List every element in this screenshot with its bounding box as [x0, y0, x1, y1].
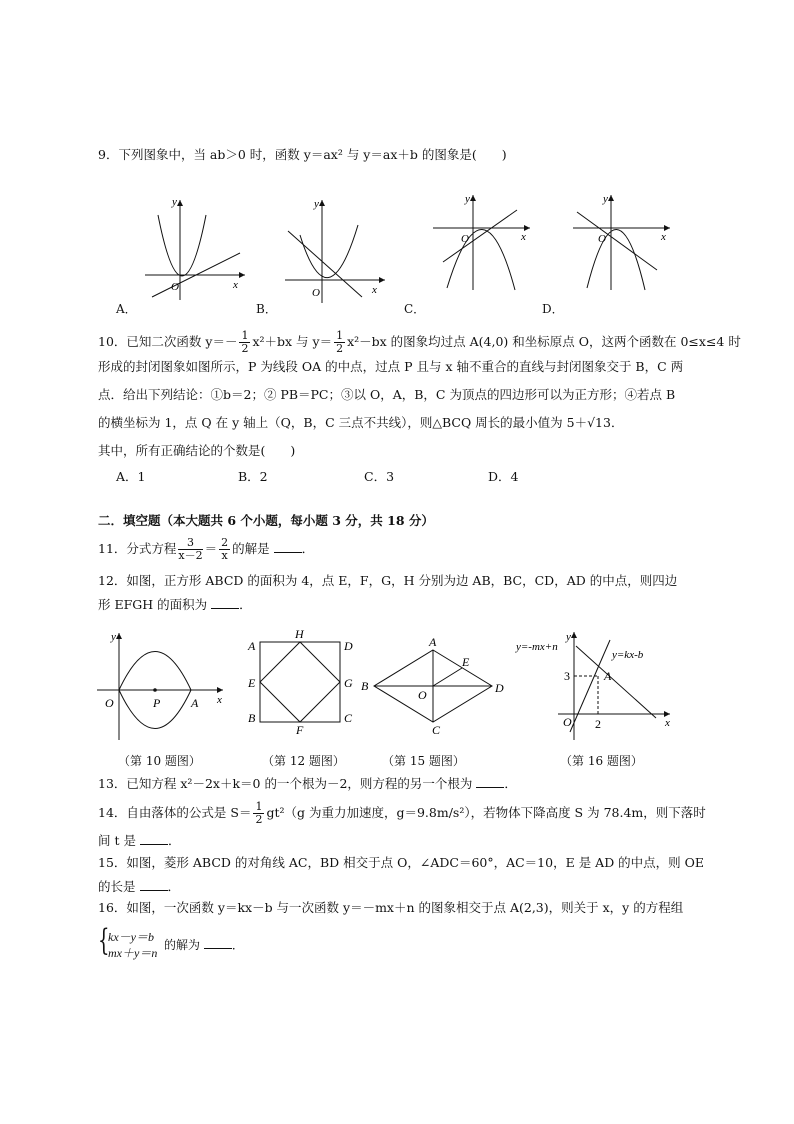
q9c-x: x: [521, 231, 526, 243]
fig10-x: x: [217, 694, 222, 706]
q9-stem: 9．下列图象中，当 ab＞0 时，函数 y＝ax² 与 y＝ax＋b 的图象是( ): [98, 147, 507, 162]
fig16-caption: （第 16 题图）: [560, 754, 643, 768]
fig16-2: 2: [595, 717, 601, 731]
fig15-a: A: [429, 635, 437, 649]
fig16-x: x: [665, 717, 670, 729]
q16-brace: {: [98, 923, 110, 958]
fig16-l1: y=-mx+n: [516, 641, 558, 653]
q9b-o: O: [312, 287, 320, 299]
q16-tail-wrap: [164, 936, 244, 953]
q14-end: ．: [167, 833, 181, 848]
q14-line2: [98, 832, 180, 850]
fig12-b: B: [248, 711, 256, 725]
q16-tail: 的解为: [164, 938, 201, 952]
q11-frac1: [178, 537, 202, 562]
q10-frac2-d: 2: [336, 342, 344, 355]
section2-title: 二．填空题（本大题共 6 个小题，每小题 3 分，共 18 分）: [98, 513, 434, 528]
q9a-x: x: [233, 279, 238, 291]
q15-line1: 15．如图，菱形 ABCD 的对角线 AC，BD 相交于点 O，∠ADC＝60°，AC＝10，E 是 AD 的中点，则 OE: [98, 855, 705, 870]
q9-option-b: B．: [256, 302, 277, 316]
fig16-y: y: [566, 631, 571, 643]
q9-graph-c: [425, 190, 540, 300]
q10-frac2-n: 1: [336, 329, 344, 342]
fig10-o: O: [105, 696, 114, 710]
q10-frac2: [334, 330, 345, 355]
fig15-b: B: [361, 679, 369, 693]
q12-end: ．: [239, 597, 252, 612]
q11-frac2-d: x: [221, 549, 228, 562]
fig15-o: O: [418, 688, 427, 702]
q9d-x: x: [661, 231, 666, 243]
q9a-o: O: [171, 281, 179, 293]
q11-frac2: [219, 537, 230, 562]
q9-option-a: A．: [116, 302, 137, 316]
q9-graph-a: [140, 195, 250, 305]
q13-end: ．: [504, 776, 517, 791]
q10-line3: 点．给出下列结论：①b＝2；② PB＝PC；③以 O，A，B，C 为顶点的四边形可以为正方形；④若点 B: [98, 387, 676, 402]
fig10-y: y: [111, 631, 116, 643]
fig12: [245, 628, 360, 738]
q15-line2-text: 的长是: [98, 879, 136, 894]
q10-choice-d: D．4: [488, 469, 519, 484]
q14-line2-text: 间 t 是: [98, 833, 136, 848]
q10-line1: [98, 330, 741, 355]
q10-frac1-n: 1: [241, 329, 249, 342]
fig15: [358, 632, 508, 737]
q11-frac2-n: 2: [221, 536, 229, 549]
q12-blank[interactable]: [211, 596, 239, 609]
q9b-x: x: [372, 284, 377, 296]
fig16: [510, 628, 675, 743]
fig15-c: C: [432, 723, 441, 737]
q12-line2: [98, 596, 252, 614]
q11-end: ．: [301, 541, 315, 556]
q11-a: 11．分式方程: [98, 541, 177, 556]
fig16-o: O: [563, 715, 572, 729]
fig16-l2: y=kx-b: [612, 649, 644, 661]
q13-text: 13．已知方程 x²－2x＋k＝0 的一个根为－2，则方程的另一个根为: [98, 776, 473, 791]
q9c-o: O: [461, 233, 469, 245]
q16-end: ．: [231, 938, 244, 952]
q10-choice-c: C．3: [364, 469, 395, 484]
fig10: [95, 628, 230, 743]
q10-line2: 形成的封闭图象如图所示，P 为线段 OA 的中点，过点 P 且与 x 轴不重合的直线与封闭图象交于 B，C 两: [98, 359, 684, 374]
fig12-c: C: [344, 711, 353, 725]
q11-eq: ＝: [204, 541, 218, 556]
q10-choice-b: B．2: [238, 469, 268, 484]
fig12-d: D: [344, 639, 353, 653]
q9b-y: y: [314, 198, 319, 210]
q15-blank[interactable]: [140, 878, 168, 891]
fig12-h: H: [295, 628, 304, 641]
q14-frac: [253, 801, 264, 826]
q14-b: gt²（g 为重力加速度，g＝9.8m/s²），若物体下降高度 S 为 78.4m，则下落时: [266, 805, 706, 820]
q11-frac1-d: x－2: [178, 549, 203, 562]
q10-line4: 的横坐标为 1，点 Q 在 y 轴上（Q，B，C 三点不共线），则△BCQ 周长的最小值为 5＋√13．: [98, 415, 624, 430]
fig16-3: 3: [564, 669, 570, 683]
q16-line1: 16．如图，一次函数 y＝kx－b 与一次函数 y＝－mx＋n 的图象相交于点 A(2,3)，则关于 x，y 的方程组: [98, 900, 684, 915]
q9d-o: O: [598, 233, 606, 245]
q10-frac1-d: 2: [241, 342, 249, 355]
fig10-p: P: [153, 696, 161, 710]
q14-a: 14．自由落体的公式是 S＝: [98, 805, 252, 820]
q16-system: [98, 923, 258, 962]
q16-eq1: kx－y＝b: [108, 930, 154, 944]
q13-line: [98, 775, 517, 793]
q9-graph-b: [280, 195, 390, 305]
q14-frac-d: 2: [255, 813, 263, 826]
fig16-a: A: [604, 669, 612, 683]
q11-blank[interactable]: [274, 540, 302, 553]
q10-line5: 其中，所有正确结论的个数是( ): [98, 443, 296, 458]
q11-frac1-n: 3: [178, 537, 202, 550]
q14-line1: [98, 800, 706, 826]
q10-choice-a: A．1: [116, 469, 146, 484]
q12-line1: 12．如图，正方形 ABCD 的面积为 4，点 E，F，G，H 分别为边 AB，BC，CD，AD 的中点，则四边: [98, 573, 678, 588]
q10-line1-c: x²－bx 的图象均过点 A(4,0) 和坐标原点 O，这两个函数在 0≤x≤4 时: [347, 334, 741, 349]
q13-blank[interactable]: [476, 775, 504, 788]
q11-b: 的解是: [232, 541, 270, 556]
q12-line2-text: 形 EFGH 的面积为: [98, 597, 208, 612]
q9-option-c: C．: [404, 302, 426, 316]
q15-line2: [98, 878, 180, 896]
fig12-g: G: [344, 676, 353, 690]
q10-frac1: [239, 330, 250, 355]
fig12-e: E: [248, 676, 256, 690]
q10-line1-a: 10．已知二次函数 y＝－: [98, 334, 238, 349]
fig10-a: A: [191, 696, 199, 710]
fig15-caption: （第 15 题图）: [382, 754, 465, 768]
q9d-y: y: [603, 193, 608, 205]
q9c-y: y: [465, 193, 470, 205]
fig12-a: A: [248, 639, 256, 653]
q16-eq2: mx＋y＝n: [108, 946, 158, 960]
fig10-caption: （第 10 题图）: [118, 754, 201, 768]
q14-frac-n: 1: [255, 800, 263, 813]
q14-blank[interactable]: [140, 832, 168, 845]
q9a-y: y: [172, 196, 177, 208]
q10-line1-b: x²＋bx 与 y＝: [252, 334, 333, 349]
fig12-f: F: [296, 723, 304, 737]
q15-end: ．: [167, 879, 181, 894]
q9-option-d: D．: [542, 302, 564, 316]
q9-graph-d: [565, 190, 680, 300]
fig12-caption: （第 12 题图）: [262, 754, 345, 768]
q16-blank[interactable]: [204, 936, 232, 949]
fig15-e: E: [462, 655, 470, 669]
fig15-d: D: [495, 681, 504, 695]
q11-line: [98, 536, 314, 562]
